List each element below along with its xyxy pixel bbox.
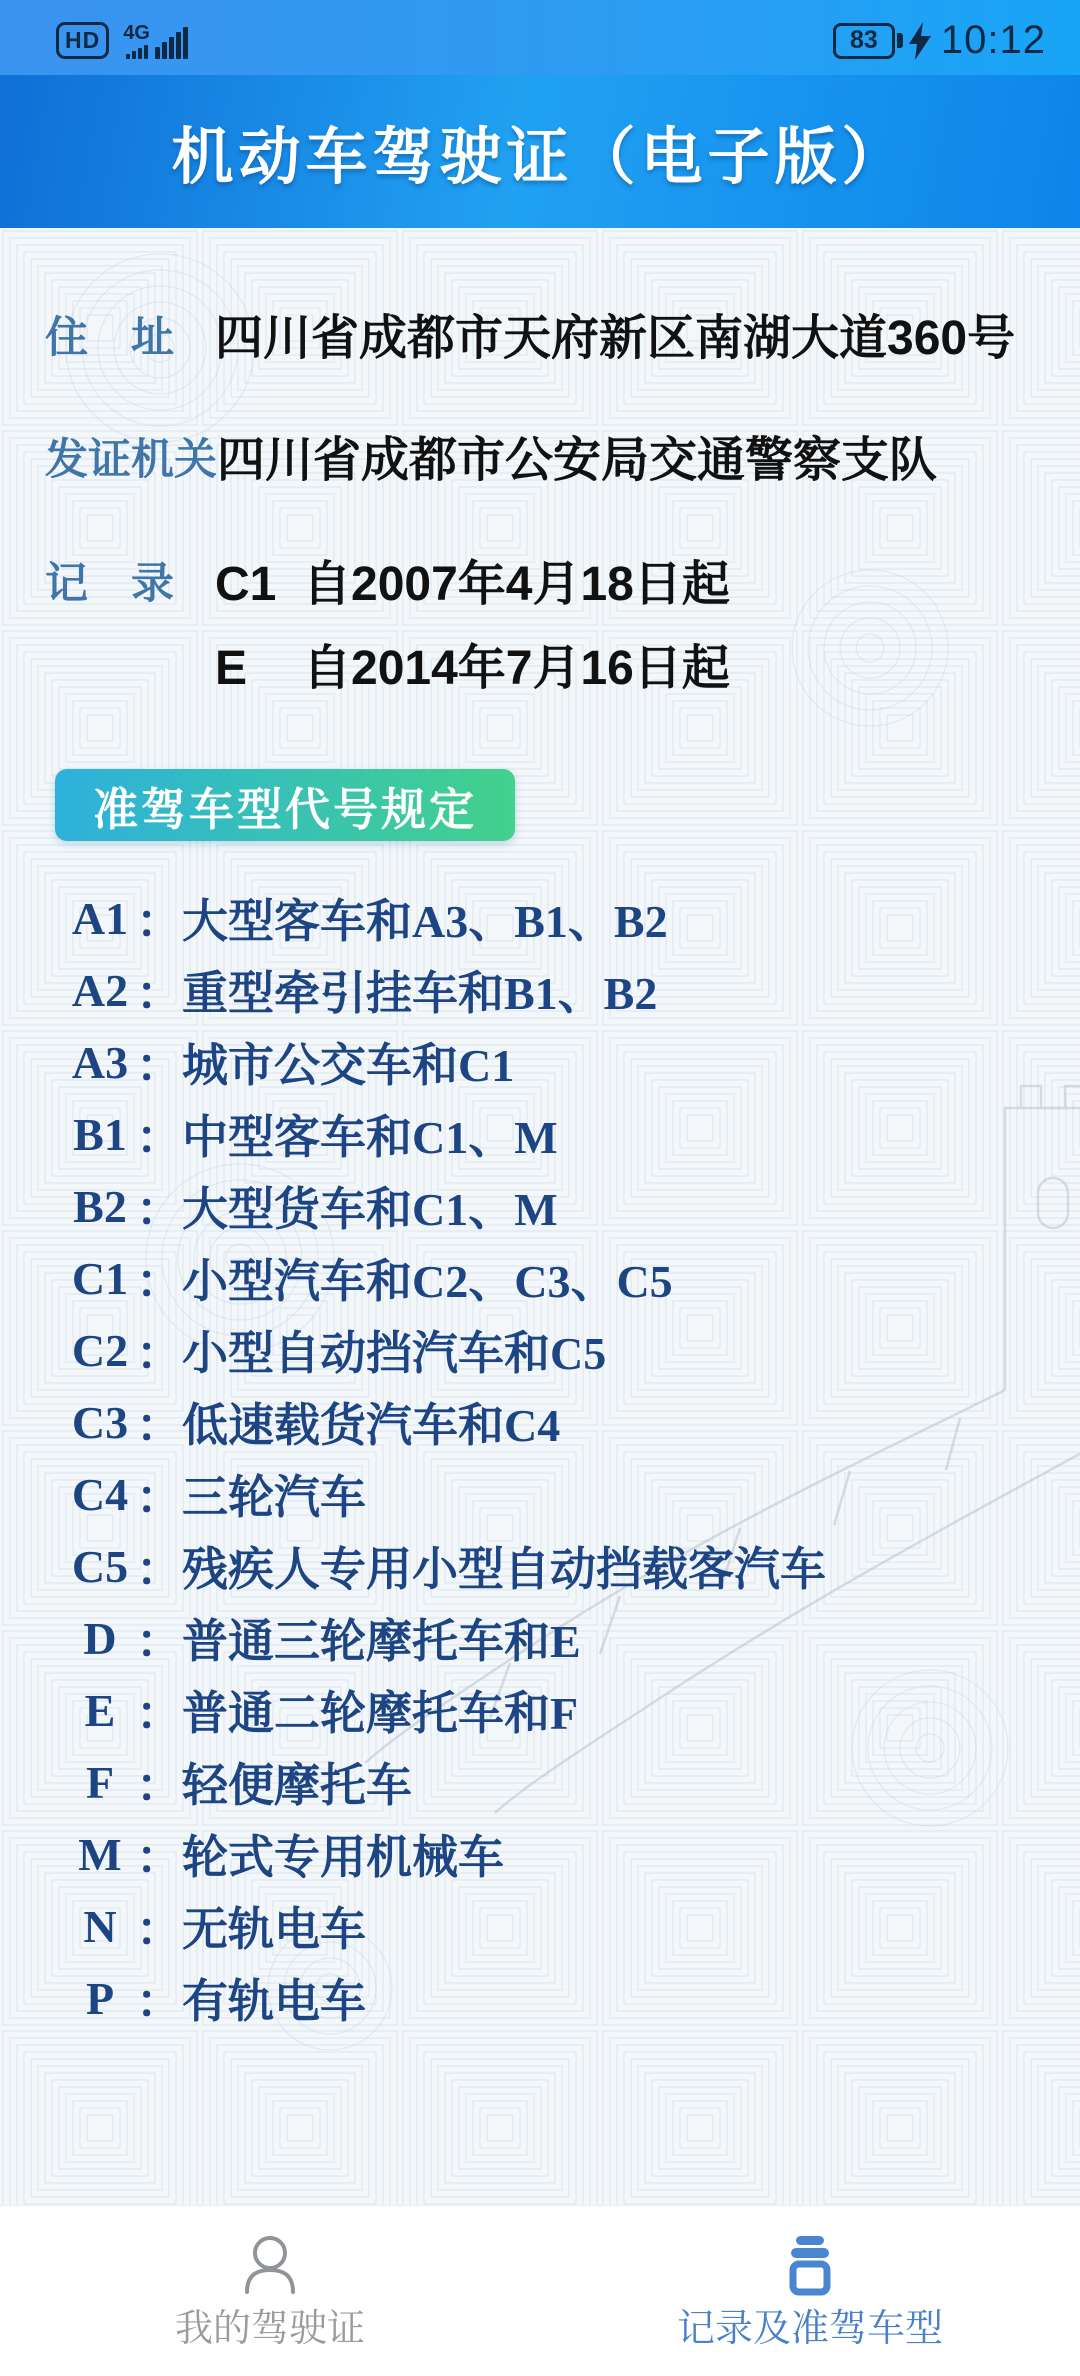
category-code: C4 [71,1468,129,1520]
category-separator: ： [136,1976,182,2027]
category-code: C1 [71,1252,129,1304]
category-separator: ： [136,1544,182,1595]
category-list [0,882,1080,2034]
category-desc: 普通二轮摩托车和F [182,1688,579,1739]
record-lines [215,556,730,698]
cellular-signal-icon [123,23,188,59]
category-desc: 重型牵引挂车和B1、B2 [182,968,658,1019]
record-line-text: 自2014年7月16日起 [303,642,730,695]
category-row [0,1098,1080,1170]
status-bar-right [833,18,1046,63]
sim1-signal-bars-icon [126,45,148,59]
category-code: A3 [71,1036,129,1088]
category-row [0,1962,1080,2034]
category-code: C5 [71,1540,129,1592]
category-separator: ： [136,1760,182,1811]
category-separator: ： [136,1832,182,1883]
category-separator: ： [136,1472,182,1523]
category-desc: 小型汽车和C2、C3、C5 [182,1256,673,1307]
category-row [0,1530,1080,1602]
category-desc: 残疾人专用小型自动挡载客汽车 [182,1544,826,1595]
category-desc: 轻便摩托车 [182,1760,412,1811]
issuer-label: 发证机关 [45,437,217,484]
app-header [0,75,1080,228]
category-code: D [83,1612,117,1664]
tab-record-types-label: 记录及准驾车型 [676,2308,943,2350]
category-code: C3 [71,1396,129,1448]
address-label: 住 址 [45,315,174,362]
category-separator: ： [136,1328,182,1379]
category-code: E [84,1684,116,1736]
category-desc: 大型货车和C1、M [182,1184,558,1235]
category-code: M [78,1828,122,1880]
category-separator: ： [136,1112,182,1163]
category-row [0,1458,1080,1530]
tab-my-license-label: 我的驾驶证 [174,2308,365,2350]
address-value: 四川省成都市天府新区南湖大道360号 [215,312,1016,365]
category-row [0,1386,1080,1458]
tab-record-types[interactable] [540,2206,1080,2376]
category-desc: 中型客车和C1、M [182,1112,558,1163]
record-line-code: C1 [215,558,277,611]
person-icon [238,2234,302,2298]
record-line [215,556,730,614]
permitted-vehicle-types-button[interactable]: 准驾车型代号规定 [55,769,515,841]
category-separator: ： [136,1184,182,1235]
category-row [0,1746,1080,1818]
category-code: P [85,1972,115,2024]
page-title: 机动车驾驶证（电子版） [171,124,909,192]
category-desc: 低速载货汽车和C4 [182,1400,561,1451]
category-desc: 城市公交车和C1 [182,1040,515,1091]
tab-my-license[interactable] [0,2206,540,2376]
category-row [0,1602,1080,1674]
clock-time: 10:12 [940,18,1046,62]
category-desc: 三轮汽车 [182,1472,366,1523]
category-code: N [83,1900,117,1952]
category-row [0,1242,1080,1314]
category-desc: 大型客车和A3、B1、B2 [182,896,668,947]
category-separator: ： [136,1904,182,1955]
category-separator: ： [136,1256,182,1307]
record-line [215,640,730,698]
category-separator: ： [136,1688,182,1739]
category-row [0,1314,1080,1386]
category-row [0,1674,1080,1746]
category-separator: ： [136,896,182,947]
category-code: A1 [71,892,129,944]
category-row [0,954,1080,1026]
category-row [0,1818,1080,1890]
category-code: F [85,1756,115,1808]
category-row [0,882,1080,954]
category-row [0,1170,1080,1242]
record-label: 记 录 [45,561,174,608]
bottom-tab-bar [0,2205,1080,2376]
category-code: A2 [71,964,129,1016]
category-row [0,1026,1080,1098]
category-separator: ： [136,1616,182,1667]
sim1-signal [123,23,150,59]
category-desc: 有轨电车 [182,1976,366,2027]
category-desc: 普通三轮摩托车和E [182,1616,581,1667]
category-separator: ： [136,968,182,1019]
hd-volte-icon: HD [56,22,109,59]
license-record-icon [778,2234,842,2298]
category-separator: ： [136,1400,182,1451]
issuer-value: 四川省成都市公安局交通警察支队 [217,434,938,487]
record-line-text: 自2007年4月18日起 [303,558,730,611]
network-type-label: 4G [123,21,150,44]
category-desc: 无轨电车 [182,1904,366,1955]
category-code: C2 [71,1324,129,1376]
issuer-row [45,432,1060,490]
category-code: B2 [73,1180,127,1232]
record-line-code: E [215,642,248,695]
charging-bolt-icon [909,22,931,60]
category-desc: 小型自动挡汽车和C5 [182,1328,607,1379]
battery-icon [833,23,903,59]
category-code: B1 [73,1108,127,1160]
category-desc: 轮式专用机械车 [182,1832,504,1883]
battery-percent: 83 [849,26,878,54]
record-row [45,556,1060,698]
sim2-signal-bars-icon [155,27,188,59]
status-bar-left [56,22,188,59]
category-row [0,1890,1080,1962]
address-row [45,310,1060,368]
category-separator: ： [136,1040,182,1091]
status-bar [0,0,1080,75]
